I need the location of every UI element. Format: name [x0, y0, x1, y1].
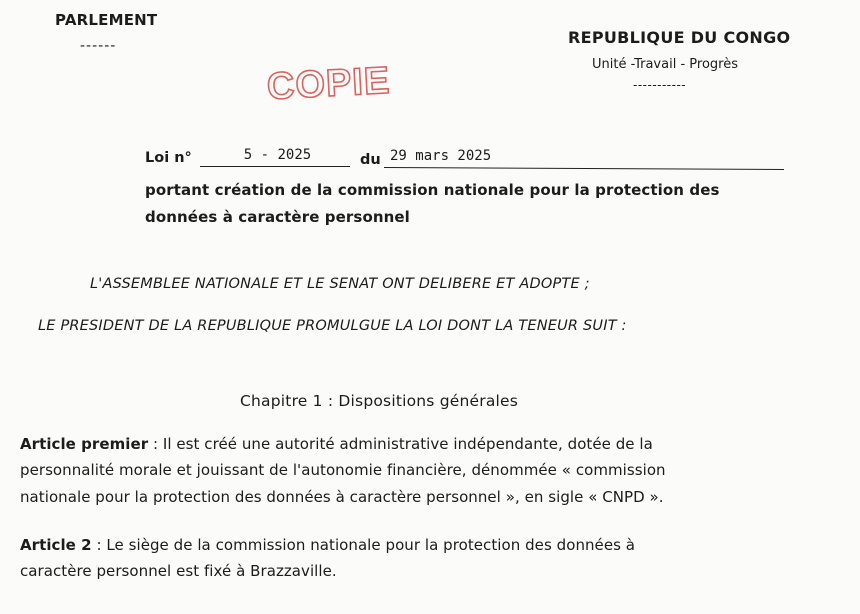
- parlement-heading: PARLEMENT: [55, 11, 158, 29]
- article-line: [20, 435, 653, 453]
- article-line: [20, 536, 635, 554]
- article-line: caractère personnel est fixé à Brazzaville.: [20, 562, 337, 580]
- law-number-underline: [200, 166, 350, 167]
- law-date-underline: [384, 167, 784, 170]
- preamble-assembly: L'ASSEMBLEE NATIONALE ET LE SENAT ONT DELIBERE ET ADOPTE ;: [90, 276, 590, 292]
- law-date-value: 29 mars 2025: [390, 148, 492, 164]
- article-text: : Le siège de la commission nationale pour la protection des données à: [91, 536, 636, 554]
- copie-stamp: COPIE: [265, 59, 392, 109]
- article-label: Article premier: [20, 435, 149, 453]
- article-line: personnalité morale et jouissant de l'autonomie financière, dénommée « commission: [20, 461, 666, 479]
- article-line: nationale pour la protection des données à caractère personnel », en sigle « CNPD ».: [20, 488, 664, 506]
- republic-heading: REPUBLIQUE DU CONGO: [568, 28, 791, 47]
- national-motto: Unité -Travail - Progrès: [592, 57, 738, 72]
- law-title-line: données à caractère personnel: [145, 208, 410, 226]
- left-separator: ------: [80, 38, 117, 54]
- article-text: : Il est créé une autorité administrative indépendante, dotée de la: [148, 435, 653, 453]
- chapter-title: Chapitre 1 : Dispositions générales: [240, 392, 519, 410]
- law-title-line: portant création de la commission nationale pour la protection des: [145, 181, 720, 199]
- preamble-president: LE PRESIDENT DE LA REPUBLIQUE PROMULGUE LA LOI DONT LA TENEUR SUIT :: [38, 318, 627, 334]
- article-label: Article 2: [20, 536, 92, 554]
- right-separator: -----------: [633, 78, 687, 92]
- law-number-label: Loi n°: [145, 150, 192, 166]
- law-date-label: du: [360, 152, 381, 168]
- law-number-value: 5 - 2025: [243, 147, 312, 163]
